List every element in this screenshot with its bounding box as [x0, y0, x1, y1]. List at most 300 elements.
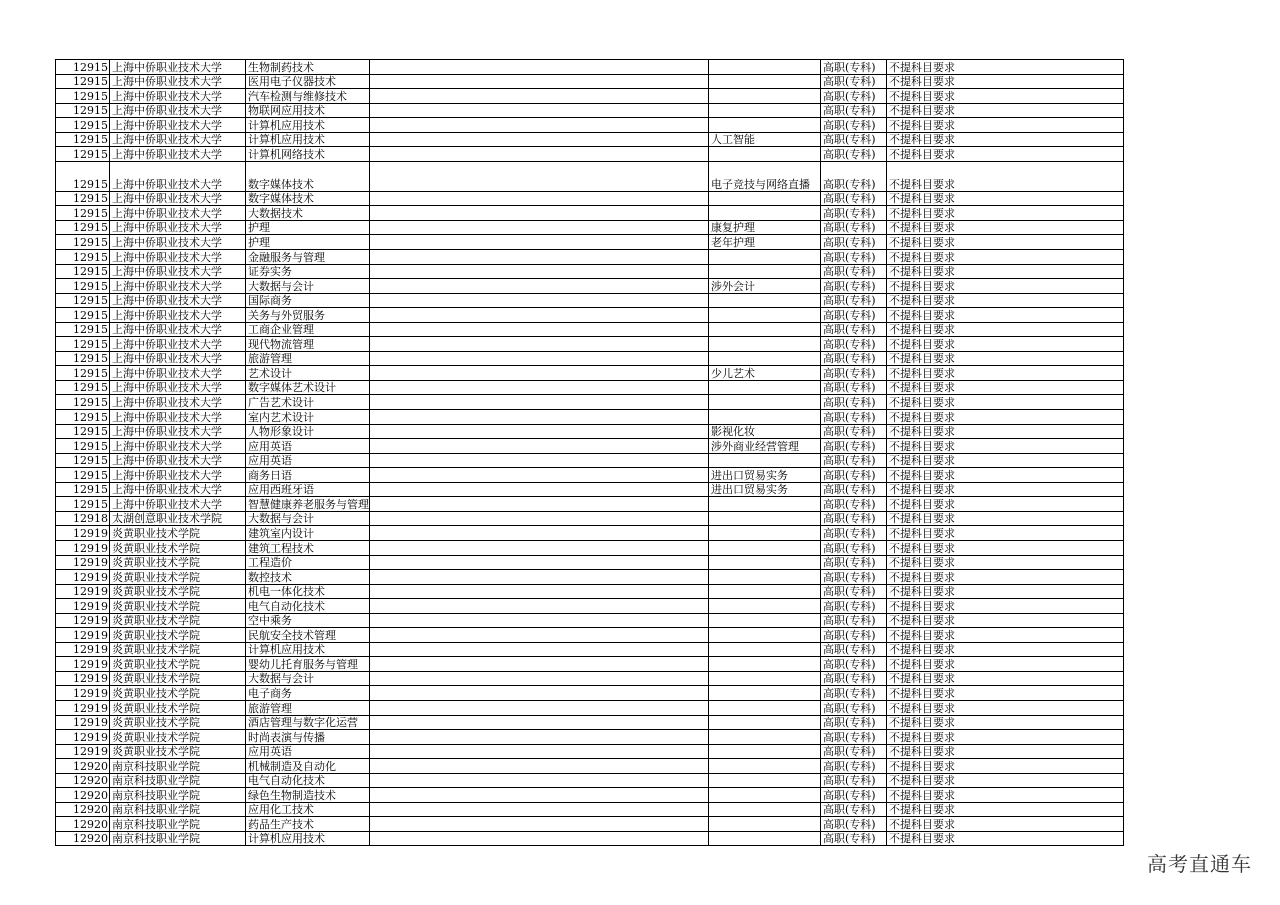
- school-code-cell: 12919: [56, 584, 110, 599]
- major-name-cell: 金融服务与管理: [246, 250, 370, 265]
- level-cell: 高职(专科): [821, 730, 887, 745]
- table-row: [56, 118, 1124, 133]
- school-name-cell: 上海中侨职业技术大学: [110, 439, 246, 454]
- school-name-cell: 上海中侨职业技术大学: [110, 74, 246, 89]
- school-code-cell: 12915: [56, 410, 110, 425]
- school-code-cell: 12915: [56, 264, 110, 279]
- subject-requirement-cell: 不提科目要求: [887, 60, 1124, 75]
- subject-requirement-cell: 不提科目要求: [887, 759, 1124, 774]
- level-cell: 高职(专科): [821, 366, 887, 381]
- direction-cell: 少儿艺术: [709, 366, 821, 381]
- subject-requirement-cell: 不提科目要求: [887, 279, 1124, 294]
- major-name-cell: 应用英语: [246, 453, 370, 468]
- level-cell: 高职(专科): [821, 161, 887, 191]
- direction-cell: [709, 802, 821, 817]
- remark-cell: [370, 103, 709, 118]
- level-cell: 高职(专科): [821, 206, 887, 221]
- school-name-cell: 上海中侨职业技术大学: [110, 351, 246, 366]
- direction-cell: [709, 831, 821, 846]
- table-row: [56, 599, 1124, 614]
- level-cell: 高职(专科): [821, 671, 887, 686]
- direction-cell: [709, 773, 821, 788]
- level-cell: 高职(专科): [821, 817, 887, 832]
- remark-cell: [370, 759, 709, 774]
- major-name-cell: 婴幼儿托育服务与管理: [246, 657, 370, 672]
- major-name-cell: 绿色生物制造技术: [246, 788, 370, 803]
- school-code-cell: 12918: [56, 511, 110, 526]
- level-cell: 高职(专科): [821, 802, 887, 817]
- subject-requirement-cell: 不提科目要求: [887, 366, 1124, 381]
- subject-requirement-cell: 不提科目要求: [887, 497, 1124, 512]
- remark-cell: [370, 337, 709, 352]
- direction-cell: [709, 103, 821, 118]
- major-name-cell: 大数据与会计: [246, 671, 370, 686]
- school-name-cell: 上海中侨职业技术大学: [110, 468, 246, 483]
- level-cell: 高职(专科): [821, 308, 887, 323]
- table-row: [56, 453, 1124, 468]
- major-name-cell: 建筑工程技术: [246, 540, 370, 555]
- direction-cell: [709, 380, 821, 395]
- major-name-cell: 大数据与会计: [246, 279, 370, 294]
- remark-cell: [370, 322, 709, 337]
- direction-cell: [709, 453, 821, 468]
- remark-cell: [370, 161, 709, 191]
- level-cell: 高职(专科): [821, 468, 887, 483]
- table-row: [56, 380, 1124, 395]
- direction-cell: [709, 89, 821, 104]
- direction-cell: [709, 671, 821, 686]
- school-name-cell: 上海中侨职业技术大学: [110, 424, 246, 439]
- school-code-cell: 12919: [56, 613, 110, 628]
- remark-cell: [370, 613, 709, 628]
- school-code-cell: 12915: [56, 337, 110, 352]
- table-row: [56, 788, 1124, 803]
- table-row: [56, 468, 1124, 483]
- major-name-cell: 电气自动化技术: [246, 773, 370, 788]
- remark-cell: [370, 817, 709, 832]
- school-code-cell: 12919: [56, 730, 110, 745]
- level-cell: 高职(专科): [821, 540, 887, 555]
- level-cell: 高职(专科): [821, 831, 887, 846]
- remark-cell: [370, 60, 709, 75]
- remark-cell: [370, 744, 709, 759]
- table-row: [56, 366, 1124, 381]
- direction-cell: [709, 555, 821, 570]
- remark-cell: [370, 584, 709, 599]
- major-name-cell: 应用化工技术: [246, 802, 370, 817]
- major-name-cell: 工商企业管理: [246, 322, 370, 337]
- remark-cell: [370, 380, 709, 395]
- level-cell: 高职(专科): [821, 555, 887, 570]
- level-cell: 高职(专科): [821, 191, 887, 206]
- level-cell: 高职(专科): [821, 337, 887, 352]
- direction-cell: [709, 599, 821, 614]
- subject-requirement-cell: 不提科目要求: [887, 439, 1124, 454]
- major-name-cell: 电气自动化技术: [246, 599, 370, 614]
- level-cell: 高职(专科): [821, 788, 887, 803]
- school-name-cell: 上海中侨职业技术大学: [110, 264, 246, 279]
- direction-cell: [709, 686, 821, 701]
- remark-cell: [370, 74, 709, 89]
- subject-requirement-cell: 不提科目要求: [887, 161, 1124, 191]
- remark-cell: [370, 264, 709, 279]
- major-name-cell: 酒店管理与数字化运营: [246, 715, 370, 730]
- school-name-cell: 上海中侨职业技术大学: [110, 453, 246, 468]
- school-code-cell: 12919: [56, 700, 110, 715]
- major-name-cell: 大数据技术: [246, 206, 370, 221]
- school-code-cell: 12915: [56, 279, 110, 294]
- subject-requirement-cell: 不提科目要求: [887, 103, 1124, 118]
- school-name-cell: 上海中侨职业技术大学: [110, 366, 246, 381]
- remark-cell: [370, 279, 709, 294]
- school-name-cell: 上海中侨职业技术大学: [110, 89, 246, 104]
- table-row: [56, 147, 1124, 162]
- school-name-cell: 上海中侨职业技术大学: [110, 308, 246, 323]
- major-name-cell: 计算机应用技术: [246, 642, 370, 657]
- remark-cell: [370, 191, 709, 206]
- table-row: [56, 293, 1124, 308]
- direction-cell: [709, 395, 821, 410]
- major-name-cell: 计算机应用技术: [246, 831, 370, 846]
- school-name-cell: 炎黄职业技术学院: [110, 628, 246, 643]
- table-row: [56, 744, 1124, 759]
- direction-cell: 人工智能: [709, 132, 821, 147]
- major-name-cell: 护理: [246, 235, 370, 250]
- school-code-cell: 12915: [56, 250, 110, 265]
- subject-requirement-cell: 不提科目要求: [887, 773, 1124, 788]
- subject-requirement-cell: 不提科目要求: [887, 511, 1124, 526]
- level-cell: 高职(专科): [821, 686, 887, 701]
- subject-requirement-cell: 不提科目要求: [887, 482, 1124, 497]
- level-cell: 高职(专科): [821, 759, 887, 774]
- subject-requirement-cell: 不提科目要求: [887, 671, 1124, 686]
- major-name-cell: 应用英语: [246, 439, 370, 454]
- subject-requirement-cell: 不提科目要求: [887, 526, 1124, 541]
- remark-cell: [370, 511, 709, 526]
- subject-requirement-cell: 不提科目要求: [887, 453, 1124, 468]
- subject-requirement-cell: 不提科目要求: [887, 628, 1124, 643]
- school-code-cell: 12919: [56, 715, 110, 730]
- major-name-cell: 空中乘务: [246, 613, 370, 628]
- remark-cell: [370, 773, 709, 788]
- level-cell: 高职(专科): [821, 439, 887, 454]
- table-row: [56, 686, 1124, 701]
- level-cell: 高职(专科): [821, 380, 887, 395]
- table-row: [56, 206, 1124, 221]
- table-row: [56, 74, 1124, 89]
- direction-cell: [709, 700, 821, 715]
- remark-cell: [370, 118, 709, 133]
- school-code-cell: 12920: [56, 788, 110, 803]
- subject-requirement-cell: 不提科目要求: [887, 410, 1124, 425]
- direction-cell: [709, 511, 821, 526]
- direction-cell: [709, 715, 821, 730]
- subject-requirement-cell: 不提科目要求: [887, 802, 1124, 817]
- major-name-cell: 数字媒体技术: [246, 191, 370, 206]
- table-row: [56, 715, 1124, 730]
- school-code-cell: 12915: [56, 293, 110, 308]
- level-cell: 高职(专科): [821, 103, 887, 118]
- subject-requirement-cell: 不提科目要求: [887, 250, 1124, 265]
- direction-cell: [709, 351, 821, 366]
- school-code-cell: 12920: [56, 817, 110, 832]
- direction-cell: [709, 410, 821, 425]
- subject-requirement-cell: 不提科目要求: [887, 599, 1124, 614]
- remark-cell: [370, 540, 709, 555]
- remark-cell: [370, 628, 709, 643]
- subject-requirement-cell: 不提科目要求: [887, 540, 1124, 555]
- level-cell: 高职(专科): [821, 599, 887, 614]
- subject-requirement-cell: 不提科目要求: [887, 206, 1124, 221]
- major-name-cell: 计算机应用技术: [246, 118, 370, 133]
- table-row: [56, 410, 1124, 425]
- level-cell: 高职(专科): [821, 322, 887, 337]
- school-name-cell: 炎黄职业技术学院: [110, 657, 246, 672]
- direction-cell: [709, 264, 821, 279]
- table-row: [56, 657, 1124, 672]
- direction-cell: [709, 118, 821, 133]
- remark-cell: [370, 220, 709, 235]
- level-cell: 高职(专科): [821, 628, 887, 643]
- school-name-cell: 上海中侨职业技术大学: [110, 103, 246, 118]
- level-cell: 高职(专科): [821, 410, 887, 425]
- remark-cell: [370, 671, 709, 686]
- major-name-cell: 数字媒体艺术设计: [246, 380, 370, 395]
- school-code-cell: 12915: [56, 380, 110, 395]
- subject-requirement-cell: 不提科目要求: [887, 700, 1124, 715]
- remark-cell: [370, 468, 709, 483]
- major-name-cell: 机械制造及自动化: [246, 759, 370, 774]
- remark-cell: [370, 482, 709, 497]
- subject-requirement-cell: 不提科目要求: [887, 817, 1124, 832]
- table-row: [56, 89, 1124, 104]
- direction-cell: [709, 628, 821, 643]
- school-name-cell: 上海中侨职业技术大学: [110, 235, 246, 250]
- level-cell: 高职(专科): [821, 74, 887, 89]
- table-row: [56, 671, 1124, 686]
- school-name-cell: 炎黄职业技术学院: [110, 671, 246, 686]
- subject-requirement-cell: 不提科目要求: [887, 584, 1124, 599]
- remark-cell: [370, 730, 709, 745]
- school-name-cell: 上海中侨职业技术大学: [110, 380, 246, 395]
- subject-requirement-cell: 不提科目要求: [887, 220, 1124, 235]
- table-row: [56, 802, 1124, 817]
- school-name-cell: 南京科技职业学院: [110, 773, 246, 788]
- school-code-cell: 12919: [56, 526, 110, 541]
- direction-cell: [709, 191, 821, 206]
- remark-cell: [370, 89, 709, 104]
- level-cell: 高职(专科): [821, 511, 887, 526]
- remark-cell: [370, 308, 709, 323]
- school-name-cell: 炎黄职业技术学院: [110, 613, 246, 628]
- level-cell: 高职(专科): [821, 700, 887, 715]
- school-code-cell: 12915: [56, 468, 110, 483]
- table-row: [56, 700, 1124, 715]
- level-cell: 高职(专科): [821, 715, 887, 730]
- level-cell: 高职(专科): [821, 773, 887, 788]
- school-name-cell: 上海中侨职业技术大学: [110, 191, 246, 206]
- direction-cell: 进出口贸易实务: [709, 468, 821, 483]
- school-code-cell: 12915: [56, 60, 110, 75]
- school-code-cell: 12919: [56, 671, 110, 686]
- direction-cell: [709, 308, 821, 323]
- school-code-cell: 12915: [56, 439, 110, 454]
- remark-cell: [370, 439, 709, 454]
- remark-cell: [370, 410, 709, 425]
- subject-requirement-cell: 不提科目要求: [887, 730, 1124, 745]
- direction-cell: [709, 250, 821, 265]
- school-name-cell: 炎黄职业技术学院: [110, 700, 246, 715]
- remark-cell: [370, 132, 709, 147]
- major-name-cell: 旅游管理: [246, 351, 370, 366]
- watermark: 高考直通车: [1147, 852, 1252, 876]
- major-name-cell: 室内艺术设计: [246, 410, 370, 425]
- table-row: [56, 817, 1124, 832]
- table-row: [56, 584, 1124, 599]
- school-name-cell: 上海中侨职业技术大学: [110, 337, 246, 352]
- level-cell: 高职(专科): [821, 279, 887, 294]
- school-name-cell: 炎黄职业技术学院: [110, 730, 246, 745]
- table-row: [56, 220, 1124, 235]
- level-cell: 高职(专科): [821, 293, 887, 308]
- school-code-cell: 12915: [56, 191, 110, 206]
- school-name-cell: 上海中侨职业技术大学: [110, 497, 246, 512]
- subject-requirement-cell: 不提科目要求: [887, 715, 1124, 730]
- remark-cell: [370, 802, 709, 817]
- subject-requirement-cell: 不提科目要求: [887, 555, 1124, 570]
- level-cell: 高职(专科): [821, 657, 887, 672]
- school-code-cell: 12919: [56, 570, 110, 585]
- major-name-cell: 汽车检测与维修技术: [246, 89, 370, 104]
- direction-cell: [709, 526, 821, 541]
- level-cell: 高职(专科): [821, 235, 887, 250]
- major-name-cell: 数控技术: [246, 570, 370, 585]
- subject-requirement-cell: 不提科目要求: [887, 293, 1124, 308]
- subject-requirement-cell: 不提科目要求: [887, 686, 1124, 701]
- level-cell: 高职(专科): [821, 424, 887, 439]
- remark-cell: [370, 293, 709, 308]
- direction-cell: [709, 206, 821, 221]
- table-row: [56, 613, 1124, 628]
- remark-cell: [370, 555, 709, 570]
- school-code-cell: 12915: [56, 308, 110, 323]
- school-name-cell: 上海中侨职业技术大学: [110, 132, 246, 147]
- major-name-cell: 应用西班牙语: [246, 482, 370, 497]
- direction-cell: [709, 147, 821, 162]
- school-code-cell: 12915: [56, 220, 110, 235]
- school-name-cell: 炎黄职业技术学院: [110, 744, 246, 759]
- remark-cell: [370, 599, 709, 614]
- direction-cell: [709, 584, 821, 599]
- school-code-cell: 12919: [56, 555, 110, 570]
- school-code-cell: 12915: [56, 89, 110, 104]
- table-row: [56, 351, 1124, 366]
- school-code-cell: 12915: [56, 453, 110, 468]
- subject-requirement-cell: 不提科目要求: [887, 642, 1124, 657]
- table-row: [56, 497, 1124, 512]
- major-name-cell: 数字媒体技术: [246, 161, 370, 191]
- school-name-cell: 上海中侨职业技术大学: [110, 147, 246, 162]
- table-body: [56, 60, 1124, 846]
- school-code-cell: 12915: [56, 103, 110, 118]
- remark-cell: [370, 366, 709, 381]
- school-name-cell: 上海中侨职业技术大学: [110, 250, 246, 265]
- school-code-cell: 12919: [56, 628, 110, 643]
- level-cell: 高职(专科): [821, 584, 887, 599]
- school-code-cell: 12919: [56, 657, 110, 672]
- level-cell: 高职(专科): [821, 264, 887, 279]
- level-cell: 高职(专科): [821, 132, 887, 147]
- direction-cell: [709, 540, 821, 555]
- table-row: [56, 555, 1124, 570]
- school-name-cell: 上海中侨职业技术大学: [110, 60, 246, 75]
- subject-requirement-cell: 不提科目要求: [887, 744, 1124, 759]
- table-row: [56, 279, 1124, 294]
- major-name-cell: 物联网应用技术: [246, 103, 370, 118]
- remark-cell: [370, 715, 709, 730]
- school-code-cell: 12915: [56, 161, 110, 191]
- major-name-cell: 建筑室内设计: [246, 526, 370, 541]
- level-cell: 高职(专科): [821, 351, 887, 366]
- direction-cell: [709, 60, 821, 75]
- direction-cell: [709, 788, 821, 803]
- table-row: [56, 424, 1124, 439]
- remark-cell: [370, 395, 709, 410]
- direction-cell: [709, 730, 821, 745]
- major-name-cell: 计算机应用技术: [246, 132, 370, 147]
- table-row: [56, 570, 1124, 585]
- school-name-cell: 上海中侨职业技术大学: [110, 161, 246, 191]
- level-cell: 高职(专科): [821, 89, 887, 104]
- subject-requirement-cell: 不提科目要求: [887, 132, 1124, 147]
- direction-cell: [709, 642, 821, 657]
- direction-cell: [709, 570, 821, 585]
- major-name-cell: 工程造价: [246, 555, 370, 570]
- table-row: [56, 337, 1124, 352]
- major-name-cell: 应用英语: [246, 744, 370, 759]
- major-name-cell: 广告艺术设计: [246, 395, 370, 410]
- school-code-cell: 12915: [56, 74, 110, 89]
- school-name-cell: 太湖创意职业技术学院: [110, 511, 246, 526]
- school-name-cell: 南京科技职业学院: [110, 802, 246, 817]
- remark-cell: [370, 250, 709, 265]
- subject-requirement-cell: 不提科目要求: [887, 235, 1124, 250]
- subject-requirement-cell: 不提科目要求: [887, 831, 1124, 846]
- subject-requirement-cell: 不提科目要求: [887, 657, 1124, 672]
- table-row: [56, 308, 1124, 323]
- school-code-cell: 12915: [56, 147, 110, 162]
- major-name-cell: 证券实务: [246, 264, 370, 279]
- subject-requirement-cell: 不提科目要求: [887, 788, 1124, 803]
- major-name-cell: 国际商务: [246, 293, 370, 308]
- school-code-cell: 12920: [56, 831, 110, 846]
- direction-cell: [709, 74, 821, 89]
- table-row: [56, 132, 1124, 147]
- table-row: [56, 759, 1124, 774]
- school-name-cell: 上海中侨职业技术大学: [110, 410, 246, 425]
- remark-cell: [370, 453, 709, 468]
- level-cell: 高职(专科): [821, 482, 887, 497]
- school-code-cell: 12919: [56, 642, 110, 657]
- major-name-cell: 电子商务: [246, 686, 370, 701]
- table-row: [56, 540, 1124, 555]
- school-name-cell: 炎黄职业技术学院: [110, 555, 246, 570]
- major-name-cell: 智慧健康养老服务与管理: [246, 497, 370, 512]
- table-row: [56, 628, 1124, 643]
- major-name-cell: 人物形象设计: [246, 424, 370, 439]
- table-row: [56, 264, 1124, 279]
- school-name-cell: 南京科技职业学院: [110, 817, 246, 832]
